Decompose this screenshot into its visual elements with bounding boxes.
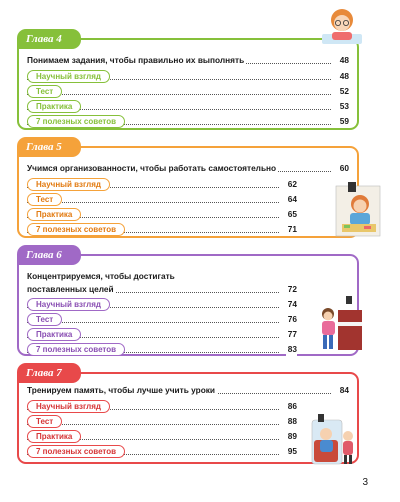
entry-title: Понимаем задания, чтобы правильно их выполнять bbox=[27, 55, 245, 65]
page-ref: 53 bbox=[339, 101, 349, 111]
toc-entry[interactable] bbox=[27, 298, 297, 311]
girl-with-glasses-illustration bbox=[318, 6, 366, 46]
entry-title-line2: поставленных целей bbox=[27, 284, 114, 294]
entry-pill: Практика bbox=[27, 430, 81, 443]
chapter-4 bbox=[17, 33, 359, 130]
toc-entry[interactable] bbox=[27, 343, 297, 356]
boy-with-parent-illustration bbox=[308, 410, 358, 466]
entry-title-line1: Концентрируемся, чтобы достигать bbox=[27, 271, 175, 281]
girl-at-piano-illustration bbox=[316, 292, 364, 354]
chapter-6 bbox=[17, 249, 359, 356]
page-ref: 83 bbox=[287, 344, 297, 354]
entry-pill: Тест bbox=[27, 415, 62, 428]
toc-entry-title[interactable] bbox=[27, 54, 349, 67]
page-ref: 74 bbox=[287, 299, 297, 309]
page-ref: 48 bbox=[339, 55, 349, 65]
page-ref: 77 bbox=[287, 329, 297, 339]
page-ref: 84 bbox=[339, 385, 349, 395]
page-ref: 48 bbox=[339, 71, 349, 81]
toc-entry[interactable] bbox=[27, 415, 297, 428]
entry-pill: Тест bbox=[27, 193, 62, 206]
entry-pill: Практика bbox=[27, 100, 81, 113]
toc-entry[interactable] bbox=[27, 430, 297, 443]
page-ref: 65 bbox=[287, 209, 297, 219]
toc-entry[interactable] bbox=[27, 100, 349, 113]
toc-entry[interactable] bbox=[27, 208, 297, 221]
chapter-5 bbox=[17, 141, 359, 238]
toc-entry-title[interactable] bbox=[27, 162, 349, 175]
entry-pill: 7 полезных советов bbox=[27, 115, 125, 128]
page-ref: 89 bbox=[287, 431, 297, 441]
toc-entry[interactable] bbox=[27, 223, 297, 236]
entry-pill: Научный взгляд bbox=[27, 178, 110, 191]
chapter-tab: Глава 5 bbox=[17, 137, 81, 157]
entry-pill: Тест bbox=[27, 85, 62, 98]
page-ref: 62 bbox=[287, 179, 297, 189]
entry-pill: Научный взгляд bbox=[27, 70, 110, 83]
chapter-tab: Глава 7 bbox=[17, 363, 81, 383]
page-ref: 72 bbox=[287, 284, 297, 294]
entry-pill: 7 полезных советов bbox=[27, 343, 125, 356]
entry-pill: Практика bbox=[27, 328, 81, 341]
page-ref: 86 bbox=[287, 401, 297, 411]
page-ref: 88 bbox=[287, 416, 297, 426]
toc-entry-title[interactable] bbox=[27, 283, 297, 296]
boy-drawing-illustration bbox=[334, 182, 384, 238]
page-number: 3 bbox=[362, 477, 368, 488]
toc-entry-title[interactable] bbox=[27, 384, 349, 397]
page-ref: 64 bbox=[287, 194, 297, 204]
chapter-tab: Глава 4 bbox=[17, 29, 81, 49]
entry-pill: 7 полезных советов bbox=[27, 223, 125, 236]
entry-pill: Тест bbox=[27, 313, 62, 326]
toc-entry[interactable] bbox=[27, 115, 349, 128]
page-ref: 76 bbox=[287, 314, 297, 324]
entry-title: Учимся организованности, чтобы работать самостоятельно bbox=[27, 163, 277, 173]
page-ref: 52 bbox=[339, 86, 349, 96]
entry-pill: Научный взгляд bbox=[27, 298, 110, 311]
toc-entry[interactable] bbox=[27, 193, 297, 206]
toc-entry[interactable] bbox=[27, 328, 297, 341]
chapter-tab: Глава 6 bbox=[17, 245, 81, 265]
entry-title: Тренируем память, чтобы лучше учить уроки bbox=[27, 385, 216, 395]
page-ref: 95 bbox=[287, 446, 297, 456]
toc-entry[interactable] bbox=[27, 85, 349, 98]
toc-entry[interactable] bbox=[27, 445, 297, 458]
toc-entry[interactable] bbox=[27, 313, 297, 326]
toc-entry[interactable] bbox=[27, 400, 297, 413]
entry-pill: 7 полезных советов bbox=[27, 445, 125, 458]
page-ref: 60 bbox=[339, 163, 349, 173]
page-ref: 59 bbox=[339, 116, 349, 126]
toc-entry[interactable] bbox=[27, 178, 297, 191]
toc-entry[interactable] bbox=[27, 70, 349, 83]
entry-pill: Практика bbox=[27, 208, 81, 221]
entry-pill: Научный взгляд bbox=[27, 400, 110, 413]
page-ref: 71 bbox=[287, 224, 297, 234]
